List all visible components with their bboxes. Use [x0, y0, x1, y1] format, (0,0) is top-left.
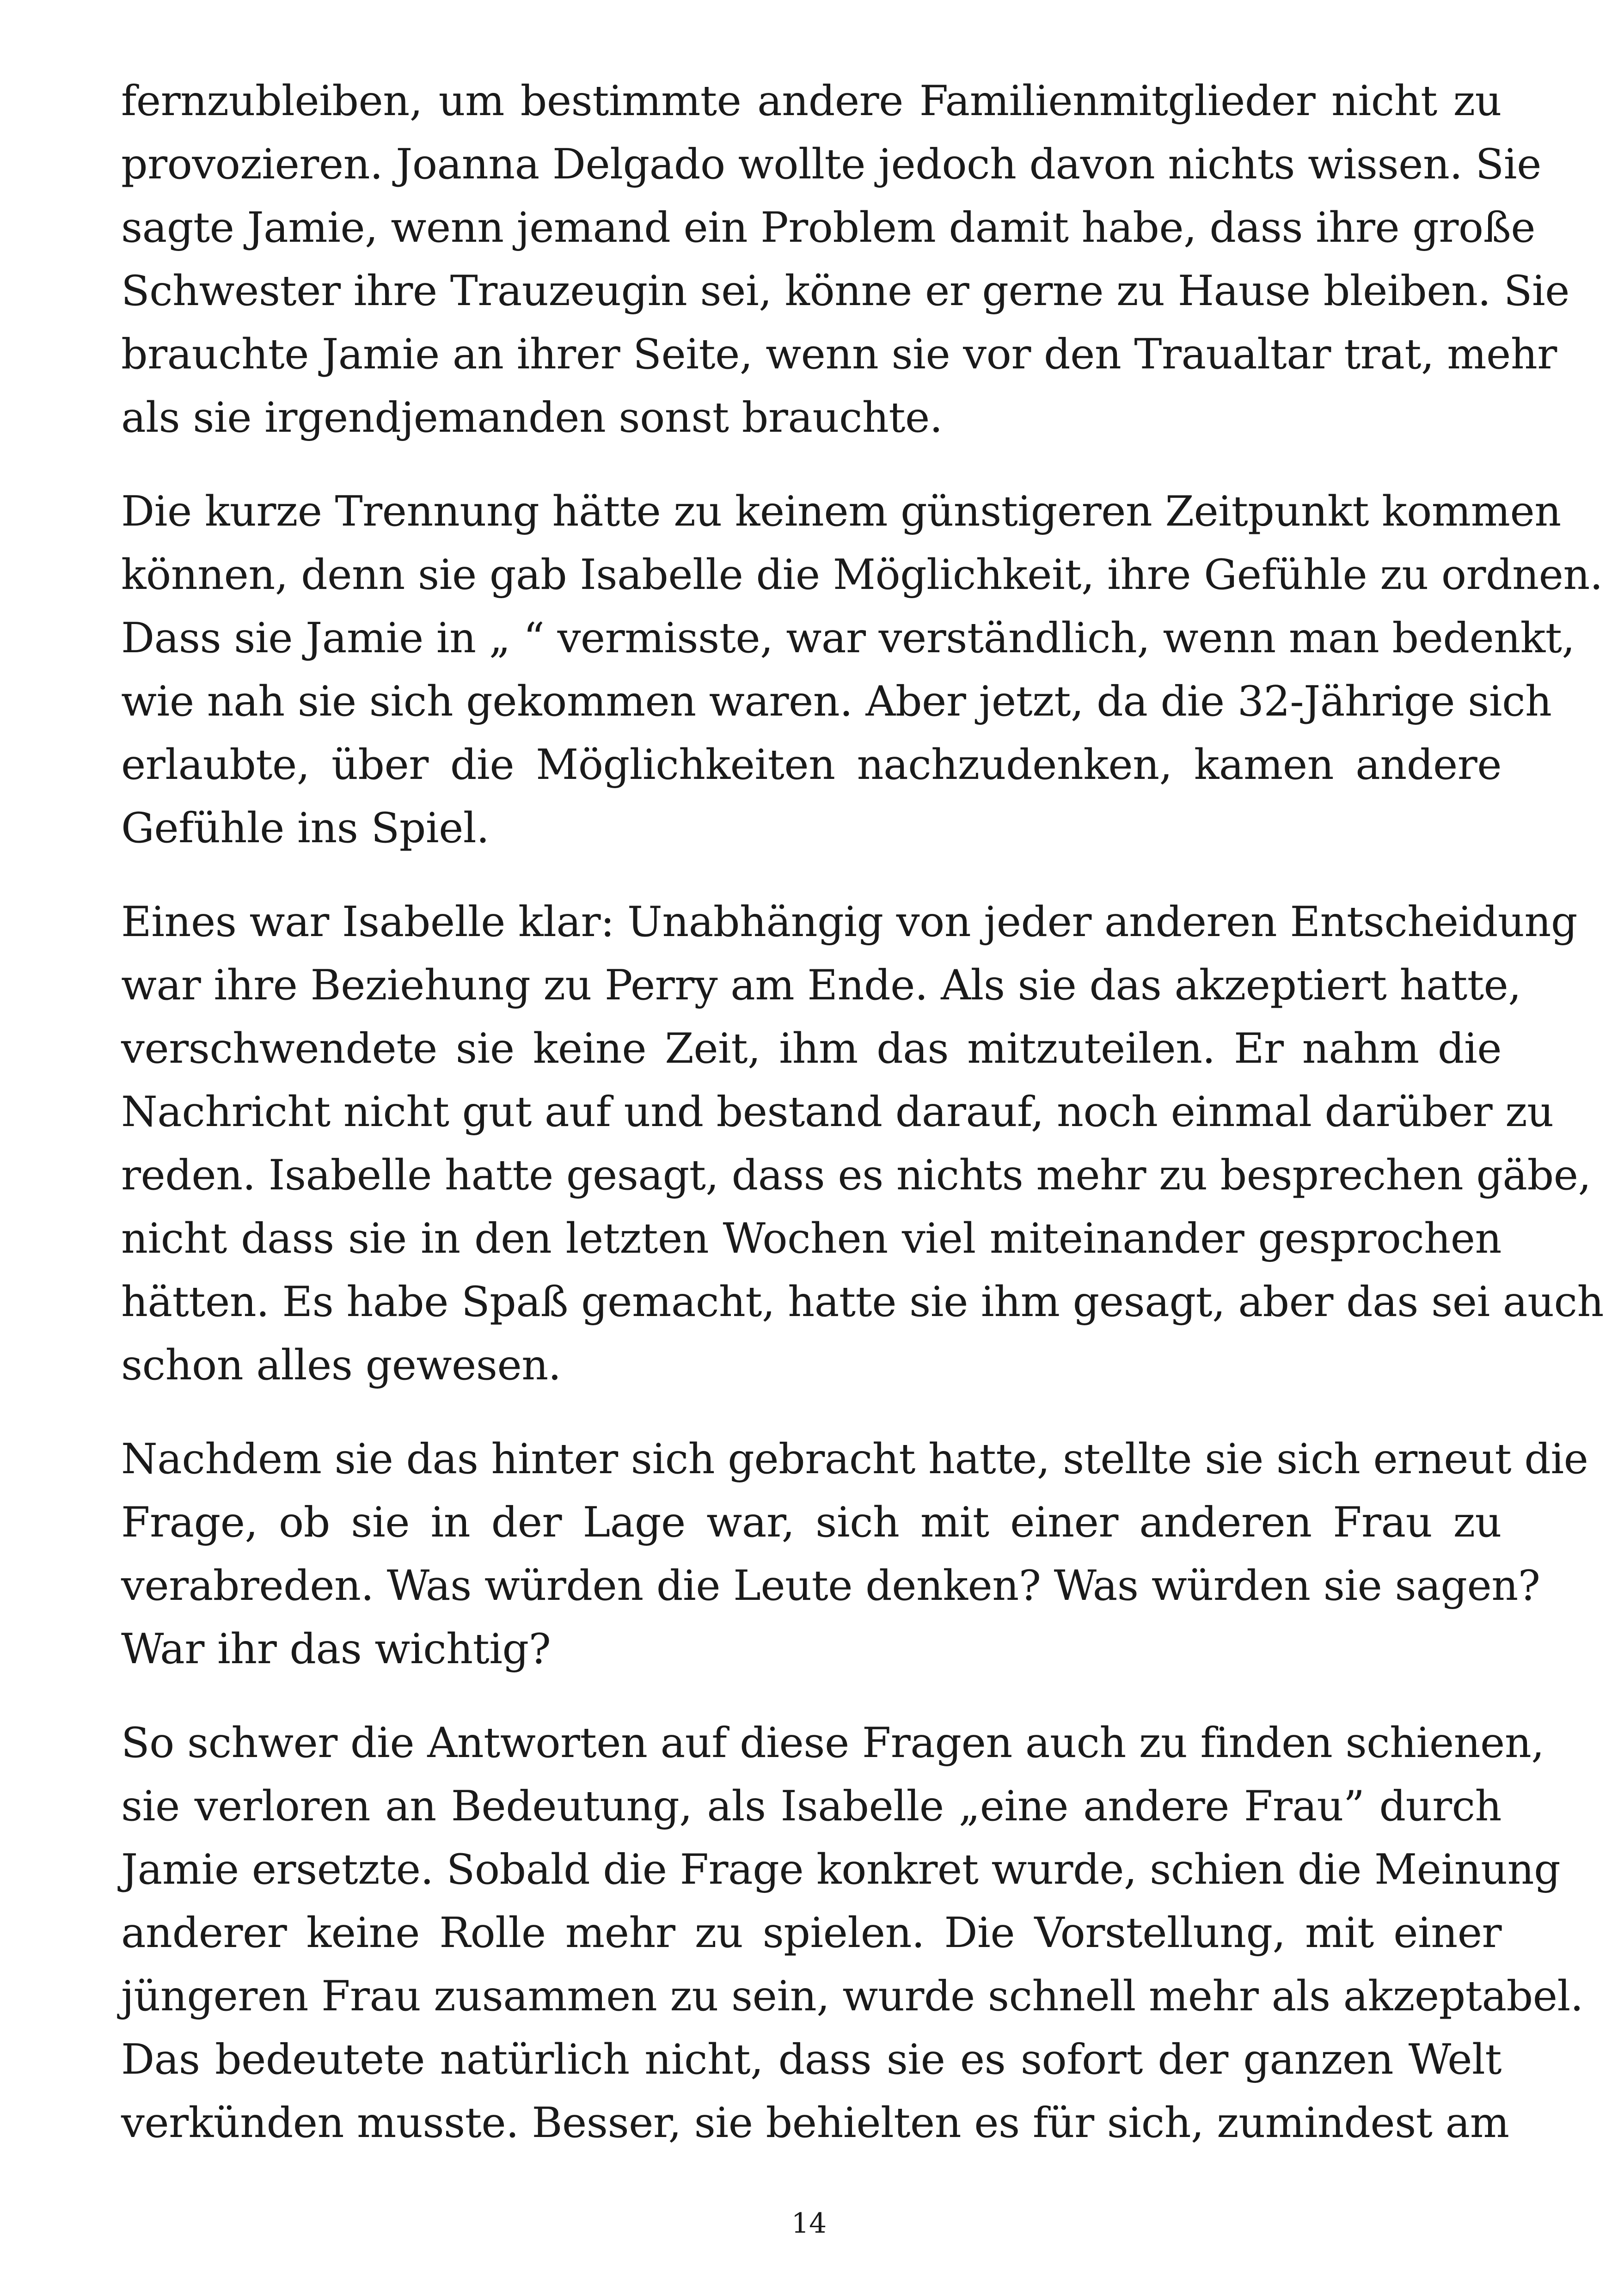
text-line: Eines war Isabelle klar: Unabhängig von jeder anderen Entscheidung [121, 898, 1577, 946]
text-line: verkünden musste. Besser, sie behielten es für sich, zumindest am [121, 2099, 1509, 2147]
text-line: sagte Jamie, wenn jemand ein Problem damit habe, dass ihre große [121, 203, 1535, 252]
text-line: verabreden. Was würden die Leute denken? Was würden sie sagen? [121, 1561, 1540, 1610]
text-line: reden. Isabelle hatte gesagt, dass es nichts mehr zu besprechen gäbe, [121, 1151, 1591, 1200]
text-line: Nachdem sie das hinter sich gebracht hatte, stellte sie sich erneut die [121, 1435, 1588, 1483]
text-line: nicht dass sie in den letzten Wochen viel miteinander gesprochen [121, 1214, 1502, 1263]
text-line: verschwendete sie keine Zeit, ihm das mitzuteilen. Er nahm die [121, 1024, 1502, 1073]
text-line: hätten. Es habe Spaß gemacht, hatte sie ihm gesagt, aber das sei auch [121, 1278, 1604, 1326]
text-line: erlaubte, über die Möglichkeiten nachzudenken, kamen andere [121, 741, 1502, 789]
body-paragraph [121, 480, 1603, 860]
text-line: Dass sie Jamie in „ “ vermisste, war verständlich, wenn man bedenkt, [121, 614, 1575, 662]
text-line: wie nah sie sich gekommen waren. Aber jetzt, da die 32-Jährige sich [121, 677, 1552, 726]
text-line: War ihr das wichtig? [121, 1625, 551, 1673]
text-line: So schwer die Antworten auf diese Fragen auch zu finden schienen, [121, 1719, 1544, 1767]
page-number: 14 [791, 2207, 827, 2240]
text-line: Die kurze Trennung hätte zu keinem günstigeren Zeitpunkt kommen [121, 487, 1561, 536]
body-paragraph [121, 1427, 1588, 1681]
text-line: Frage, ob sie in der Lage war, sich mit einer anderen Frau zu [121, 1498, 1502, 1547]
text-line: anderer keine Rolle mehr zu spielen. Die Vorstellung, mit einer [121, 1909, 1502, 1957]
text-line: Jamie ersetzte. Sobald die Frage konkret wurde, schien die Meinung [121, 1845, 1561, 1894]
text-line: Das bedeutete natürlich nicht, dass sie es sofort der ganzen Welt [121, 2035, 1502, 2084]
text-line: fernzubleiben, um bestimmte andere Familienmitglieder nicht zu [121, 77, 1502, 125]
text-line: jüngeren Frau zusammen zu sein, wurde schnell mehr als akzeptabel. [121, 1972, 1583, 2020]
document-page [121, 69, 1604, 2185]
text-line: können, denn sie gab Isabelle die Möglichkeit, ihre Gefühle zu ordnen. [121, 551, 1603, 599]
text-line: als sie irgendjemanden sonst brauchte. [121, 393, 943, 442]
text-line: war ihre Beziehung zu Perry am Ende. Als sie das akzeptiert hatte, [121, 961, 1521, 1010]
body-paragraph [121, 69, 1569, 449]
text-line: brauchte Jamie an ihrer Seite, wenn sie vor den Traualtar trat, mehr [121, 330, 1557, 379]
text-line: sie verloren an Bedeutung, als Isabelle „eine andere Frau” durch [121, 1782, 1502, 1831]
text-line: Gefühle ins Spiel. [121, 804, 490, 852]
text-line: provozieren. Joanna Delgado wollte jedoch davon nichts wissen. Sie [121, 140, 1541, 189]
text-line: Schwester ihre Trauzeugin sei, könne er gerne zu Hause bleiben. Sie [121, 267, 1569, 315]
text-line: schon alles gewesen. [121, 1341, 561, 1390]
text-line: Nachricht nicht gut auf und bestand darauf, noch einmal darüber zu [121, 1088, 1554, 1136]
body-paragraph [121, 1711, 1583, 2155]
body-paragraph [121, 890, 1604, 1397]
